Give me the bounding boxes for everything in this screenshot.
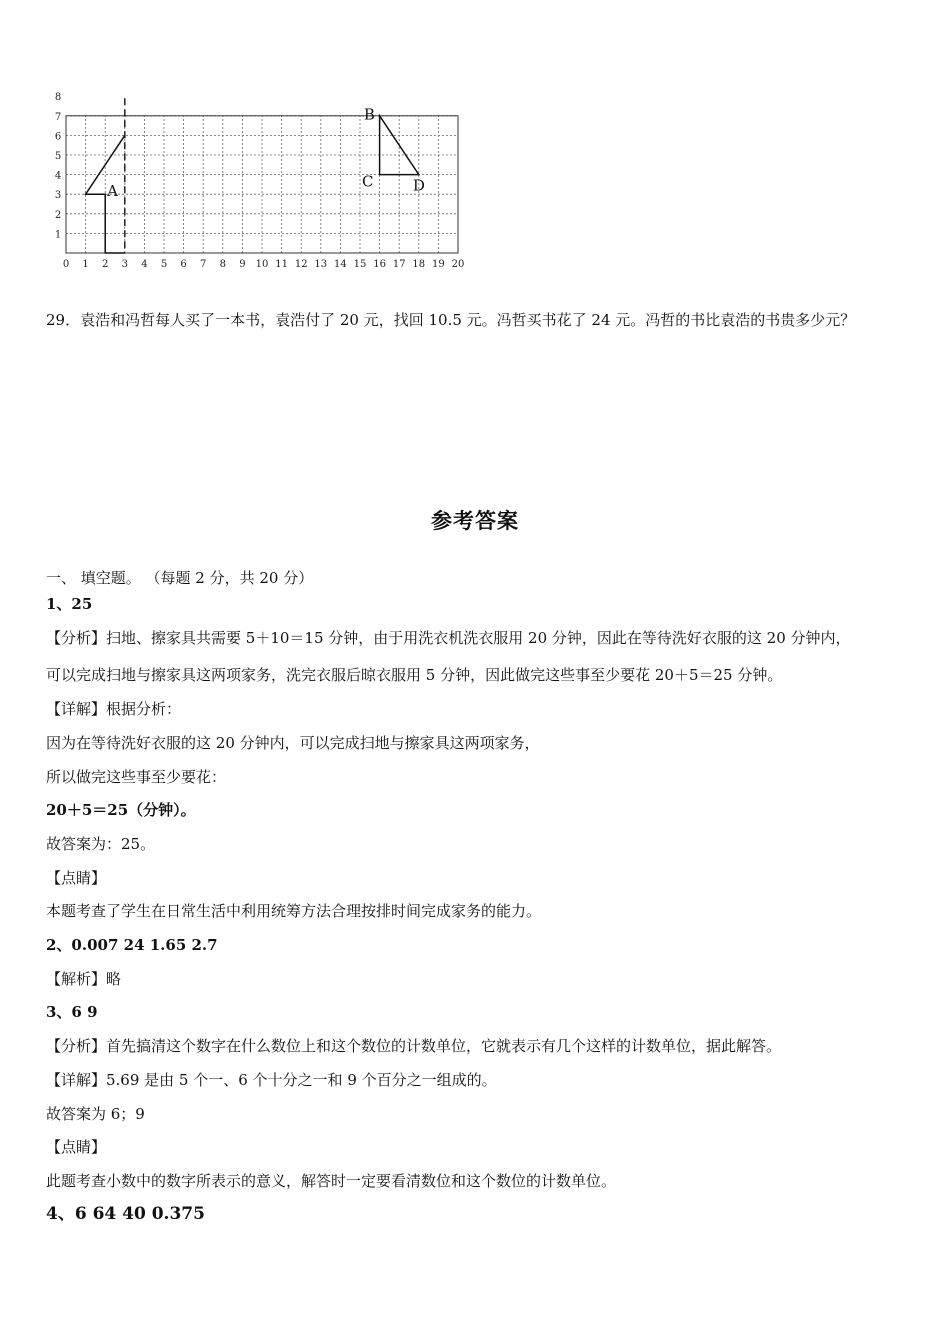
x-tick-label: 14 (334, 259, 347, 270)
answer-3-detail: 【详解】5.69 是由 5 个一、6 个十分之一和 9 个百分之一组成的。 (46, 1071, 497, 1089)
answer-3-remark-heading: 【点睛】 (46, 1138, 107, 1156)
answer-3-analysis: 【分析】首先搞清这个数字在什么数位上和这个数位的计数单位，它就表示有几个这样的计数单位，据此解答。 (46, 1037, 782, 1055)
point-label-c: C (361, 172, 374, 191)
point-label-a: A (107, 182, 119, 201)
grid-figure (40, 92, 470, 292)
answer-2-number: 2、0.007 24 1.65 2.7 (46, 936, 218, 954)
y-tick-label: 8 (54, 92, 62, 104)
answer-1-detail-2: 所以做完这些事至少要花： (46, 768, 227, 786)
answer-1-detail-1: 因为在等待洗好衣服的这 20 分钟内，可以完成扫地与擦家具这两项家务， (46, 734, 540, 752)
x-tick-label: 20 (451, 259, 465, 270)
x-tick-label: 7 (200, 259, 207, 270)
answer-1-analysis-cont: 可以完成扫地与擦家具这两项家务，洗完衣服后晾衣服用 5 分钟，因此做完这些事至少要花 20＋5＝25 分钟。 (46, 666, 783, 684)
y-tick-label: 1 (54, 229, 62, 241)
x-tick-label: 12 (294, 259, 308, 270)
answer-1-number: 1、25 (46, 595, 93, 613)
answer-1-remark: 本题考查了学生在日常生活中利用统筹方法合理按排时间完成家务的能力。 (46, 902, 542, 920)
x-tick-label: 13 (314, 259, 328, 270)
x-tick-label: 3 (121, 259, 128, 270)
y-tick-label: 5 (54, 151, 62, 162)
answer-1-equation: 20＋5＝25（分钟）。 (46, 801, 196, 819)
point-label-d: D (412, 176, 425, 195)
x-tick-label: 18 (412, 259, 426, 270)
question-29: 29．袁浩和冯哲每人买了一本书，袁浩付了 20 元，找回 10.5 元。冯哲买书花了 24 元。冯哲的书比袁浩的书贵多少元？ (46, 311, 856, 329)
answer-3-remark: 此题考查小数中的数字所表示的意义，解答时一定要看清数位和这个数位的计数单位。 (46, 1172, 617, 1190)
y-tick-label: 7 (54, 111, 62, 123)
answer-1-remark-heading: 【点睛】 (46, 869, 107, 887)
x-tick-label: 16 (373, 259, 386, 270)
answer-3-result: 故答案为 6；9 (46, 1105, 145, 1123)
x-tick-label: 6 (180, 259, 187, 270)
answer-2-analysis: 【解析】略 (46, 970, 122, 988)
x-tick-label: 8 (219, 259, 226, 270)
x-tick-label: 19 (432, 259, 445, 270)
y-tick-label: 2 (54, 209, 62, 221)
x-tick-label: 1 (82, 259, 89, 270)
answer-3-number: 3、6 9 (46, 1003, 98, 1021)
answer-1-detail-heading: 【详解】根据分析： (46, 700, 182, 718)
point-label-b: B (363, 105, 375, 124)
x-tick-label: 9 (239, 259, 246, 270)
section-heading: 一、 填空题。 （每题 2 分，共 20 分） (46, 569, 314, 587)
x-tick-label: 2 (102, 259, 109, 270)
y-tick-label: 3 (54, 190, 62, 202)
answer-title: 参考答案 (431, 508, 519, 533)
x-tick-label: 11 (275, 259, 288, 270)
x-tick-label: 17 (392, 259, 406, 270)
answer-1-result: 故答案为：25。 (46, 835, 156, 853)
x-tick-label: 10 (255, 259, 269, 270)
y-tick-label: 4 (54, 170, 62, 182)
x-tick-label: 5 (160, 259, 168, 270)
x-tick-label: 0 (62, 259, 70, 270)
answer-1-analysis: 【分析】扫地、擦家具共需要 5＋10＝15 分钟，由于用洗衣机洗衣服用 20 分钟，因此在等待洗好衣服的这 20 分钟内， (46, 629, 851, 647)
y-tick-label: 6 (54, 131, 62, 143)
x-tick-label: 15 (353, 259, 367, 270)
answer-4-number: 4、6 64 40 0.375 (46, 1204, 205, 1224)
x-tick-label: 4 (141, 259, 148, 270)
